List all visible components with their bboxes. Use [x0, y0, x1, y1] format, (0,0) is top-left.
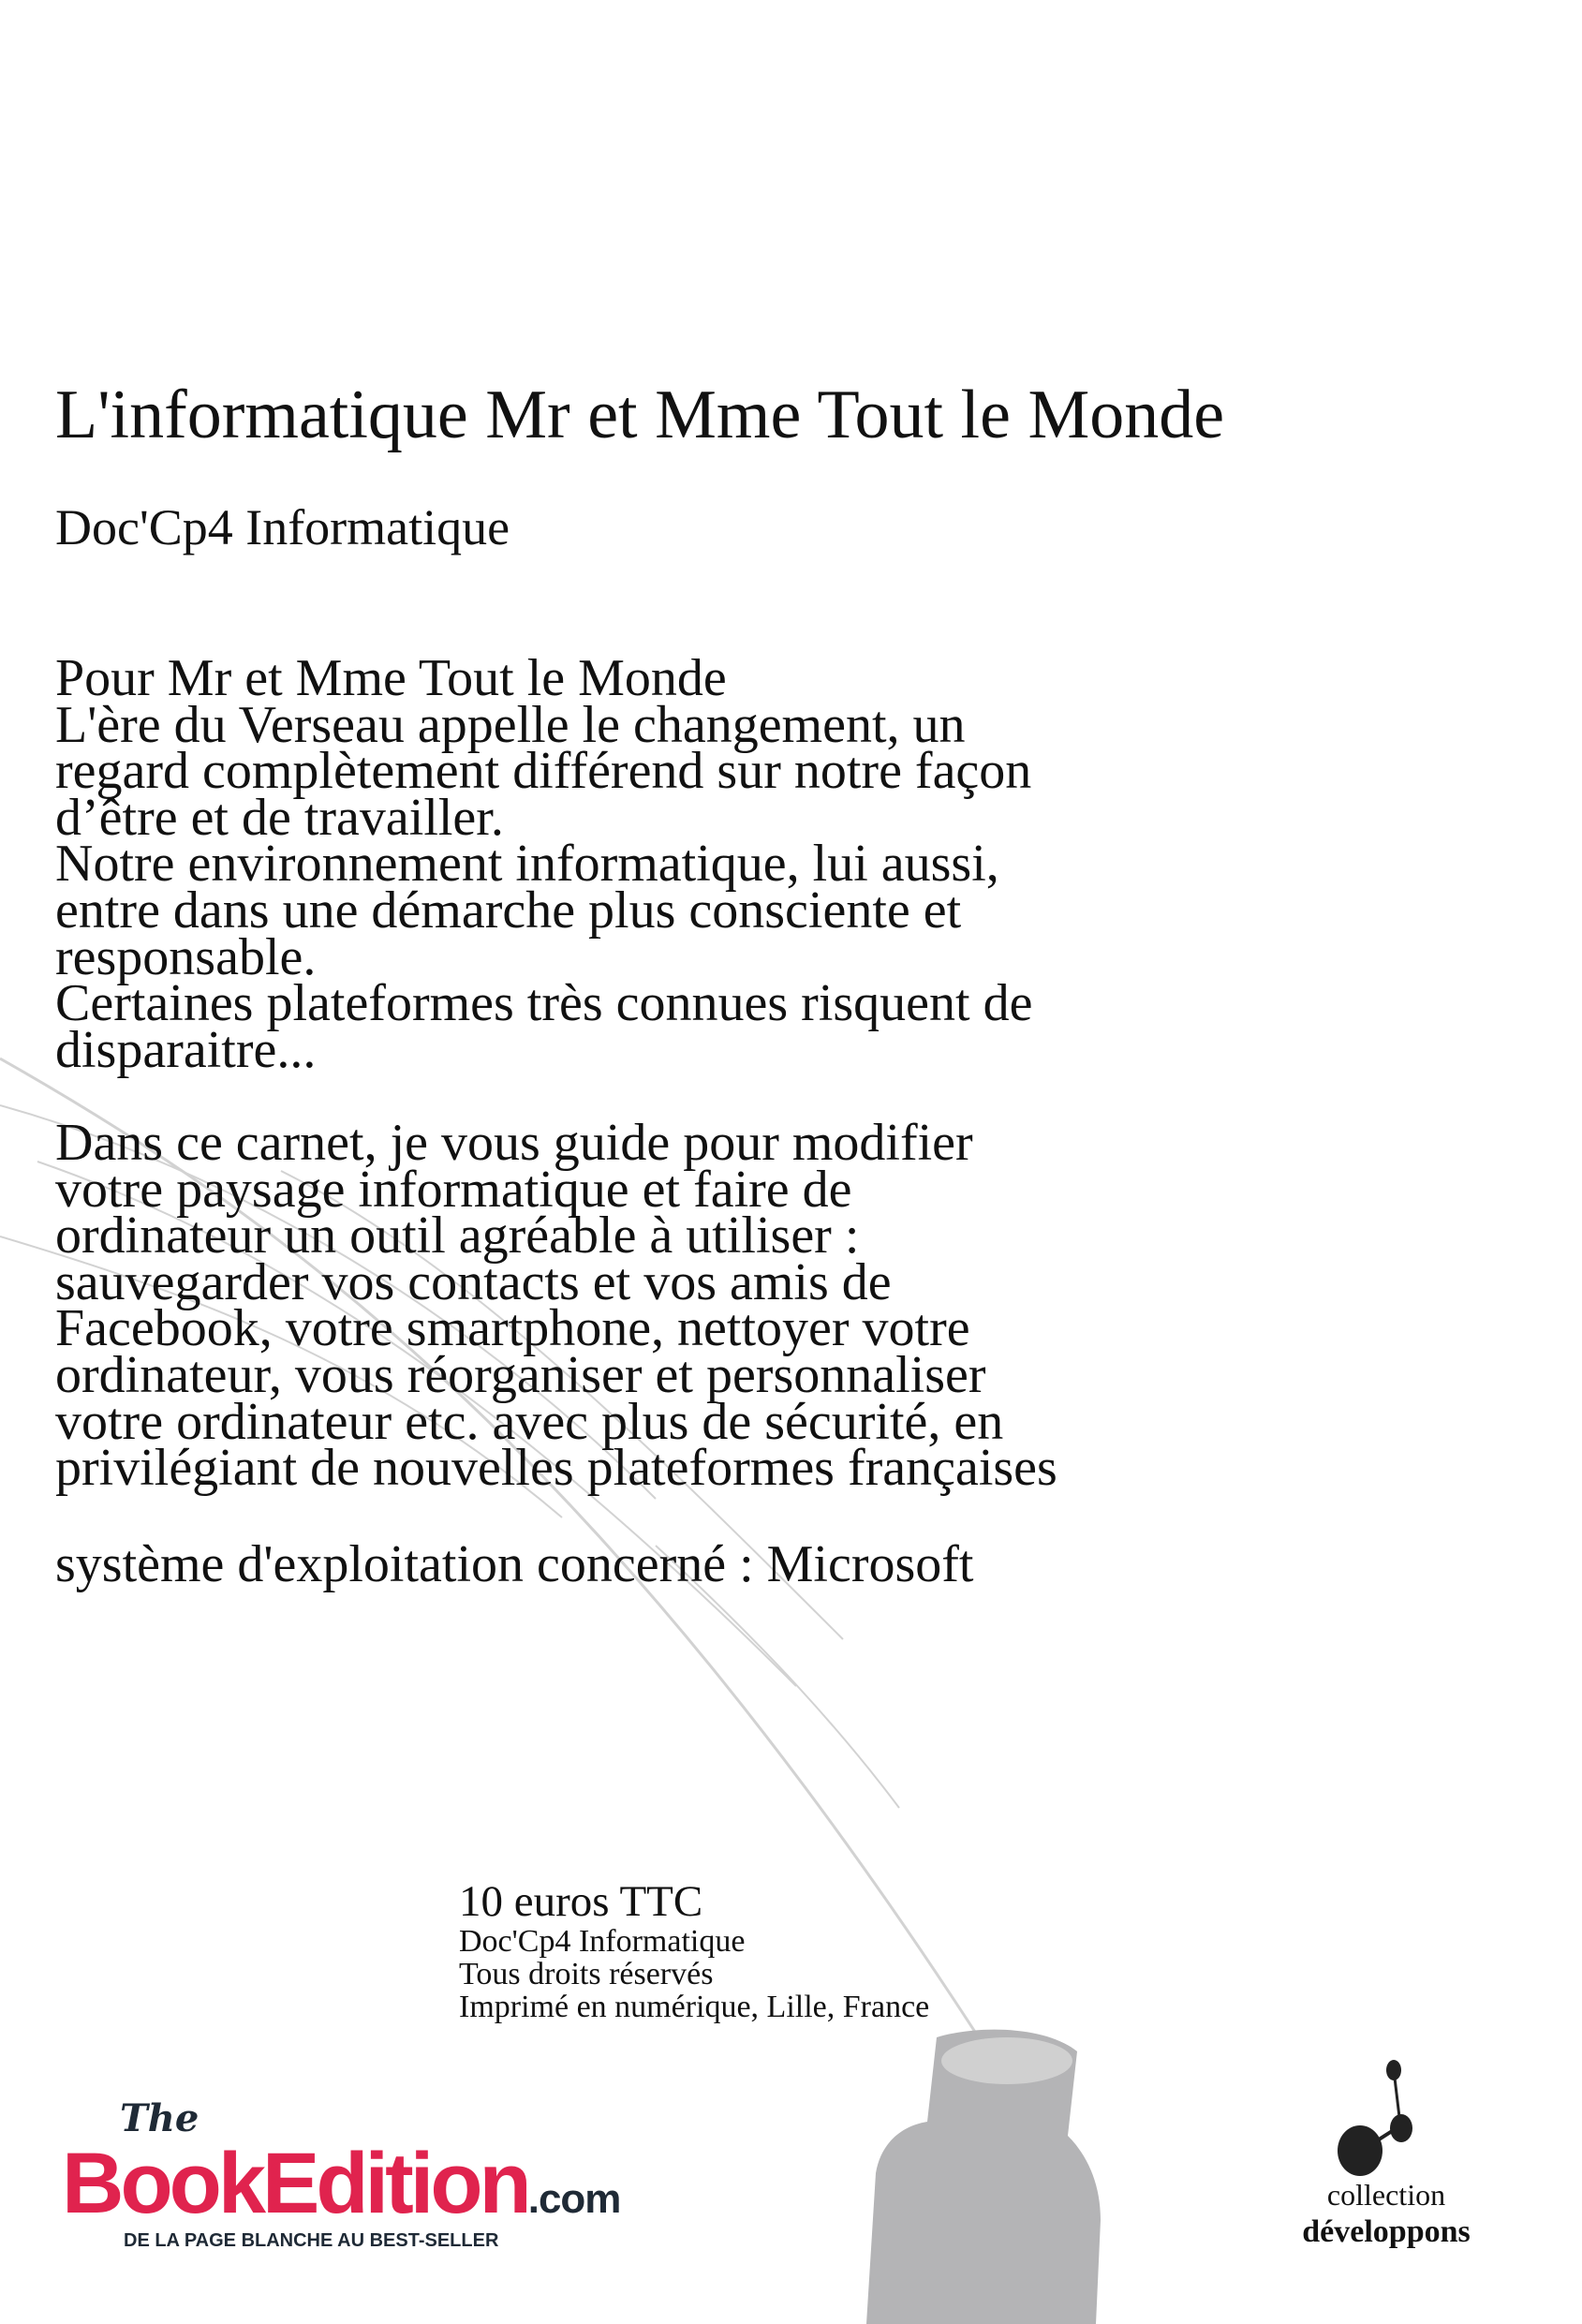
- blurb-line: ordinateur un outil agréable à utiliser :: [55, 1206, 860, 1266]
- logo-wordmark: [62, 2136, 621, 2242]
- back-cover-blurb: [55, 649, 1057, 1498]
- blurb-line: regard complètement différend sur notre façon: [55, 742, 1032, 801]
- logo-tagline: DE LA PAGE BLANCHE AU BEST-SELLER: [124, 2230, 499, 2251]
- logo-name: BookEdition: [62, 2136, 528, 2231]
- blurb-line: votre ordinateur etc. avec plus de sécurité, en: [55, 1392, 1004, 1451]
- blurb-line: disparaitre...: [55, 1020, 317, 1079]
- logo-suffix: .com: [527, 2176, 621, 2222]
- blurb-line: Pour Mr et Mme Tout le Monde: [55, 649, 727, 707]
- collection-label: collection: [1326, 2178, 1446, 2212]
- molecule-icon: [1283, 2051, 1489, 2178]
- logo-the: The: [120, 2096, 200, 2140]
- os-line: système d'exploitation concerné : Microsoft: [55, 1535, 974, 1593]
- imprint-publisher: Doc'Cp4 Informatique: [459, 1924, 746, 1959]
- author-name: Doc'Cp4 Informatique: [55, 499, 510, 555]
- imprint-printed: Imprimé en numérique, Lille, France: [459, 1990, 930, 2024]
- blurb-line: Dans ce carnet, je vous guide pour modifier: [55, 1113, 973, 1172]
- blurb-line: responsable.: [55, 927, 317, 986]
- collection-logo: [1283, 2051, 1489, 2253]
- blurb-line: entre dans une démarche plus consciente et: [55, 881, 962, 940]
- collection-name: développons: [1302, 2214, 1471, 2249]
- blurb-line: ordinateur, vous réorganiser et personnaliser: [55, 1345, 986, 1404]
- blurb-line: Certaines plateformes très connues risquent de: [55, 974, 1033, 1033]
- imprint-block: [459, 1878, 929, 2023]
- book-title: L'informatique Mr et Mme Tout le Monde: [55, 377, 1225, 453]
- blurb-line: Facebook, votre smartphone, nettoyer votre: [55, 1299, 970, 1358]
- blurb-line: Notre environnement informatique, lui aussi,: [55, 835, 999, 894]
- blurb-line: L'ère du Verseau appelle le changement, un: [55, 695, 966, 754]
- inkwell-icon: [866, 2030, 1101, 2324]
- blurb-line: privilégiant de nouvelles plateformes françaises: [55, 1439, 1057, 1498]
- blurb-line: d’être et de travailler.: [55, 788, 504, 847]
- price: 10 euros TTC: [459, 1877, 703, 1926]
- blurb-line: votre paysage informatique et faire de: [55, 1160, 852, 1219]
- thebookedition-logo: [62, 2096, 621, 2257]
- imprint-rights: Tous droits réservés: [459, 1957, 714, 1991]
- blurb-line: sauvegarder vos contacts et vos amis de: [55, 1252, 892, 1311]
